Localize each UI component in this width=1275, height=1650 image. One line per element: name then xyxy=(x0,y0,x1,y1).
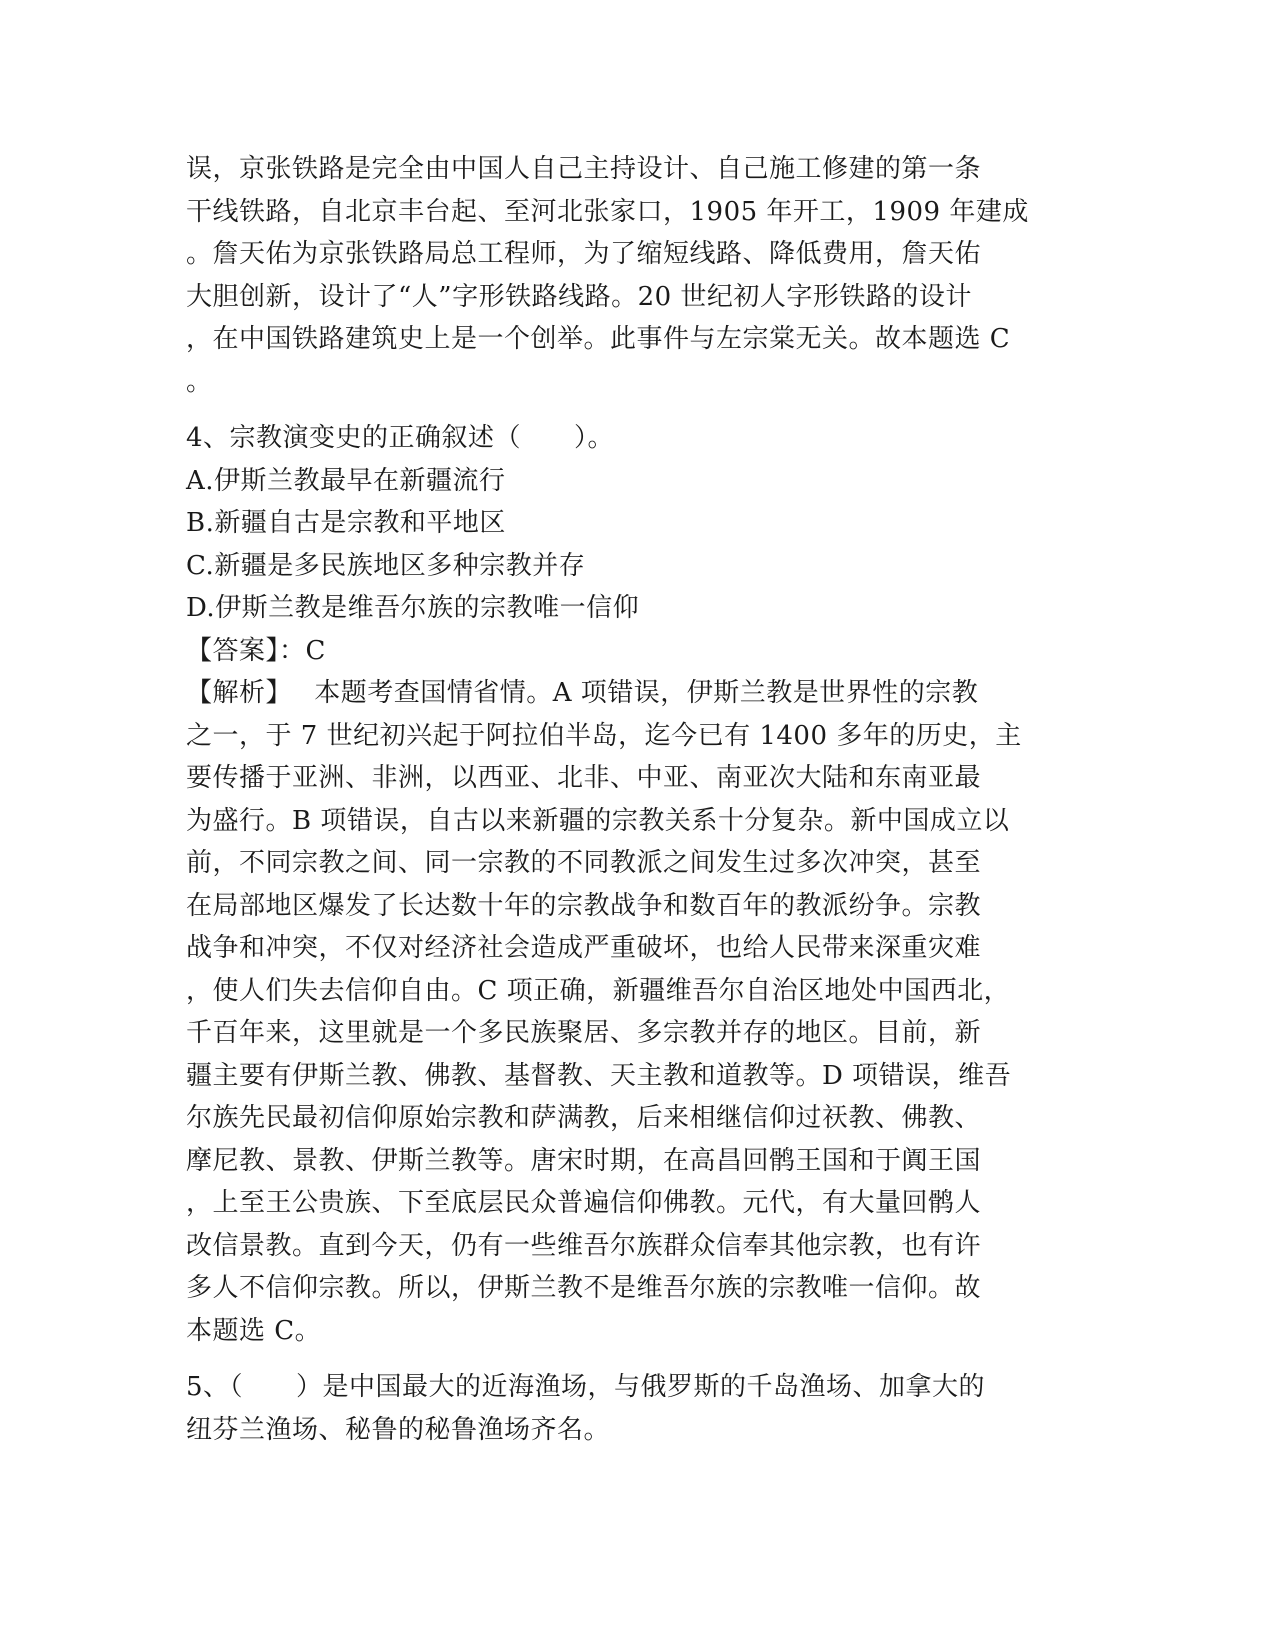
option-c: C.新疆是多民族地区多种宗教并存 xyxy=(186,550,586,581)
analysis-line: 疆主要有伊斯兰教、佛教、基督教、天主教和道教等。D 项错误，维吾 xyxy=(186,1060,1012,1091)
text-line: ，在中国铁路建筑史上是一个创举。此事件与左宗棠无关。故本题选 C xyxy=(186,324,1011,354)
analysis-line: 摩尼教、景教、伊斯兰教等。唐宋时期，在高昌回鹘王国和于阗王国 xyxy=(186,1145,982,1176)
option-a: A.伊斯兰教最早在新疆流行 xyxy=(186,465,506,496)
question-stem: 4、宗教演变史的正确叙述（ ）。 xyxy=(186,423,615,453)
option-b: B.新疆自古是宗教和平地区 xyxy=(186,508,506,538)
text-line: 。 xyxy=(186,366,213,397)
text-line: 。詹天佑为京张铁路局总工程师，为了缩短线路、降低费用，詹天佑 xyxy=(186,239,982,269)
question-stem: 5、（ ）是中国最大的近海渔场，与俄罗斯的千岛渔场、加拿大的 xyxy=(186,1372,986,1402)
answer-line: 【答案】：C xyxy=(186,635,326,666)
analysis-line: 改信景教。直到今天，仍有一些维吾尔族群众信奉其他宗教，也有许 xyxy=(186,1230,982,1261)
analysis-line: 【解析】 本题考查国情省情。A 项错误，伊斯兰教是世界性的宗教 xyxy=(186,678,979,708)
question-5 xyxy=(186,1366,1078,1451)
analysis-line: 要传播于亚洲、非洲，以西亚、北非、中亚、南亚次大陆和东南亚最 xyxy=(186,763,982,793)
analysis-line: 为盛行。B 项错误，自古以来新疆的宗教关系十分复杂。新中国成立以 xyxy=(186,805,1010,836)
previous-explanation xyxy=(186,148,1078,403)
question-4 xyxy=(186,417,1078,1352)
analysis-line: ，上至王公贵族、下至底层民众普遍信仰佛教。元代，有大量回鹘人 xyxy=(186,1188,982,1218)
analysis-line: 战争和冲突，不仅对经济社会造成严重破坏，也给人民带来深重灾难 xyxy=(186,933,982,963)
text-line: 大胆创新，设计了“人”字形铁路线路。20 世纪初人字形铁路的设计 xyxy=(186,281,972,312)
analysis-line: 前，不同宗教之间、同一宗教的不同教派之间发生过多次冲突，甚至 xyxy=(186,848,982,878)
option-d: D.伊斯兰教是维吾尔族的宗教唯一信仰 xyxy=(186,593,640,623)
analysis-line: 千百年来，这里就是一个多民族聚居、多宗教并存的地区。目前，新 xyxy=(186,1018,982,1048)
analysis-line: 之一，于 7 世纪初兴起于阿拉伯半岛，迄今已有 1400 多年的历史，主 xyxy=(186,720,1022,751)
page-content xyxy=(186,148,1078,1451)
text-line: 误，京张铁路是完全由中国人自己主持设计、自己施工修建的第一条 xyxy=(186,154,982,184)
analysis-line: 在局部地区爆发了长达数十年的宗教战争和数百年的教派纷争。宗教 xyxy=(186,890,982,921)
analysis-line: 多人不信仰宗教。所以，伊斯兰教不是维吾尔族的宗教唯一信仰。故 xyxy=(186,1273,982,1303)
analysis-line: 本题选 C。 xyxy=(186,1315,322,1346)
analysis-line: ，使人们失去信仰自由。C 项正确，新疆维吾尔自治区地处中国西北， xyxy=(186,975,1011,1006)
text-line: 干线铁路，自北京丰台起、至河北张家口，1905 年开工，1909 年建成 xyxy=(186,196,1029,227)
analysis-line: 尔族先民最初信仰原始宗教和萨满教，后来相继信仰过祆教、佛教、 xyxy=(186,1103,982,1133)
question-stem: 纽芬兰渔场、秘鲁的秘鲁渔场齐名。 xyxy=(186,1414,611,1445)
